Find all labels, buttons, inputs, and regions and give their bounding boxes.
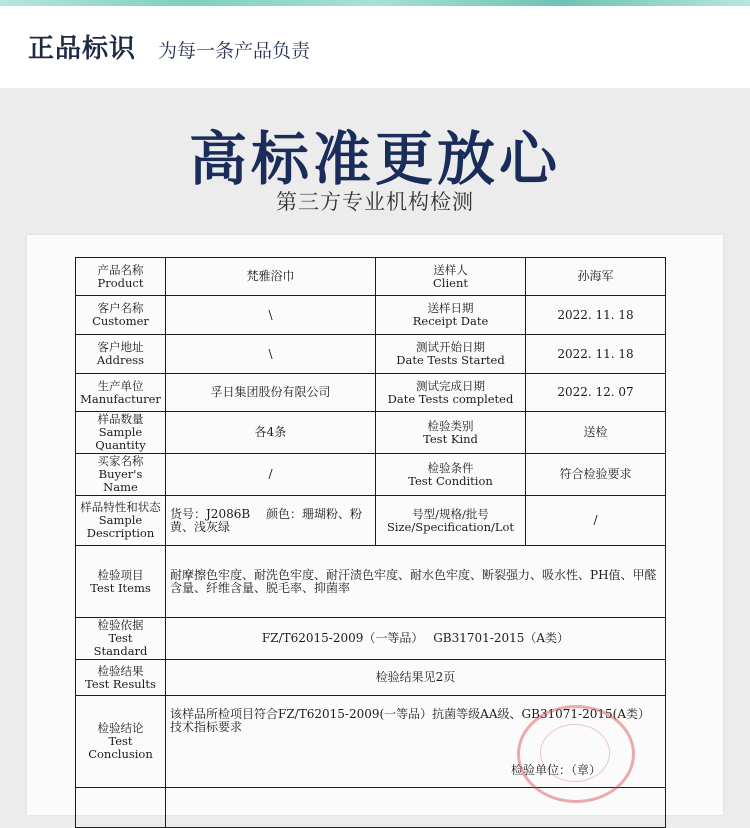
hero-title: 高标准更放心 — [188, 125, 561, 193]
test-report-document — [27, 235, 723, 815]
conclusion-text: 该样品所检项目符合FZ/T62015-2009(一等品）抗菌等级AA级、GB31071-2015(A类） 技术指标要求 — [170, 707, 651, 734]
table-row — [76, 335, 666, 374]
label-test-standard: 检验依据 Test Standard — [76, 618, 166, 660]
label-date-started: 测试开始日期 Date Tests Started — [376, 335, 526, 374]
value-sample-quantity: 各4条 — [166, 412, 376, 454]
inspection-unit-signature: 检验单位：（章） — [510, 763, 601, 777]
table-row — [76, 374, 666, 412]
empty-cell — [166, 788, 666, 828]
value-test-kind: 送检 — [526, 412, 666, 454]
value-product: 梵雅浴巾 — [166, 258, 376, 296]
value-test-standard: FZ/T62015-2009（一等品） GB31701-2015（A类） — [166, 618, 666, 660]
label-sample-quantity: 样品数量 Sample Quantity — [76, 412, 166, 454]
value-customer: \ — [166, 296, 376, 335]
header-subtitle: 为每一条产品负责 — [158, 40, 311, 62]
table-row — [76, 454, 666, 496]
value-buyer: / — [166, 454, 376, 496]
value-size-spec: / — [526, 496, 666, 546]
hero-subtitle: 第三方专业机构检测 — [276, 190, 474, 214]
table-row — [76, 412, 666, 454]
header-title: 正品标识 — [28, 34, 137, 64]
label-test-condition: 检验条件 Test Condition — [376, 454, 526, 496]
table-row — [76, 496, 666, 546]
value-address: \ — [166, 335, 376, 374]
value-test-conclusion — [166, 696, 666, 788]
value-test-results: 检验结果见2页 — [166, 660, 666, 696]
table-row — [76, 258, 666, 296]
label-manufacturer: 生产单位 Manufacturer — [76, 374, 166, 412]
table-row — [76, 660, 666, 696]
value-test-condition: 符合检验要求 — [526, 454, 666, 496]
label-client: 送样人 Client — [376, 258, 526, 296]
label-test-kind: 检验类别 Test Kind — [376, 412, 526, 454]
value-date-started: 2022. 11. 18 — [526, 335, 666, 374]
table-row — [76, 788, 666, 828]
label-sample-description: 样品特性和状态Sample Description — [76, 496, 166, 546]
label-date-completed: 测试完成日期 Date Tests completed — [376, 374, 526, 412]
label-product: 产品名称 Product — [76, 258, 166, 296]
label-size-spec: 号型/规格/批号 Size/Specification/Lot — [376, 496, 526, 546]
value-date-completed: 2022. 12. 07 — [526, 374, 666, 412]
value-manufacturer: 孚日集团股份有限公司 — [166, 374, 376, 412]
label-customer: 客户名称 Customer — [76, 296, 166, 335]
label-test-results: 检验结果 Test Results — [76, 660, 166, 696]
header-band — [0, 6, 750, 88]
test-report-table — [75, 257, 666, 828]
value-sample-description: 货号：J2086B 颜色：珊瑚粉、粉黄、浅灰绿 — [166, 496, 376, 546]
table-row — [76, 546, 666, 618]
label-test-conclusion: 检验结论 Test Conclusion — [76, 696, 166, 788]
empty-cell — [76, 788, 166, 828]
value-test-items: 耐摩擦色牢度、耐洗色牢度、耐汗渍色牢度、耐水色牢度、断裂强力、吸水性、PH值、甲醛含量、纤维含量、脱毛率、抑菌率 — [166, 546, 666, 618]
table-row — [76, 618, 666, 660]
value-client: 孙海军 — [526, 258, 666, 296]
table-row — [76, 296, 666, 335]
label-address: 客户地址 Address — [76, 335, 166, 374]
label-buyer: 买家名称 Buyer's Name — [76, 454, 166, 496]
label-receipt-date: 送样日期 Receipt Date — [376, 296, 526, 335]
label-test-items: 检验项目 Test Items — [76, 546, 166, 618]
value-receipt-date: 2022. 11. 18 — [526, 296, 666, 335]
table-row — [76, 696, 666, 788]
